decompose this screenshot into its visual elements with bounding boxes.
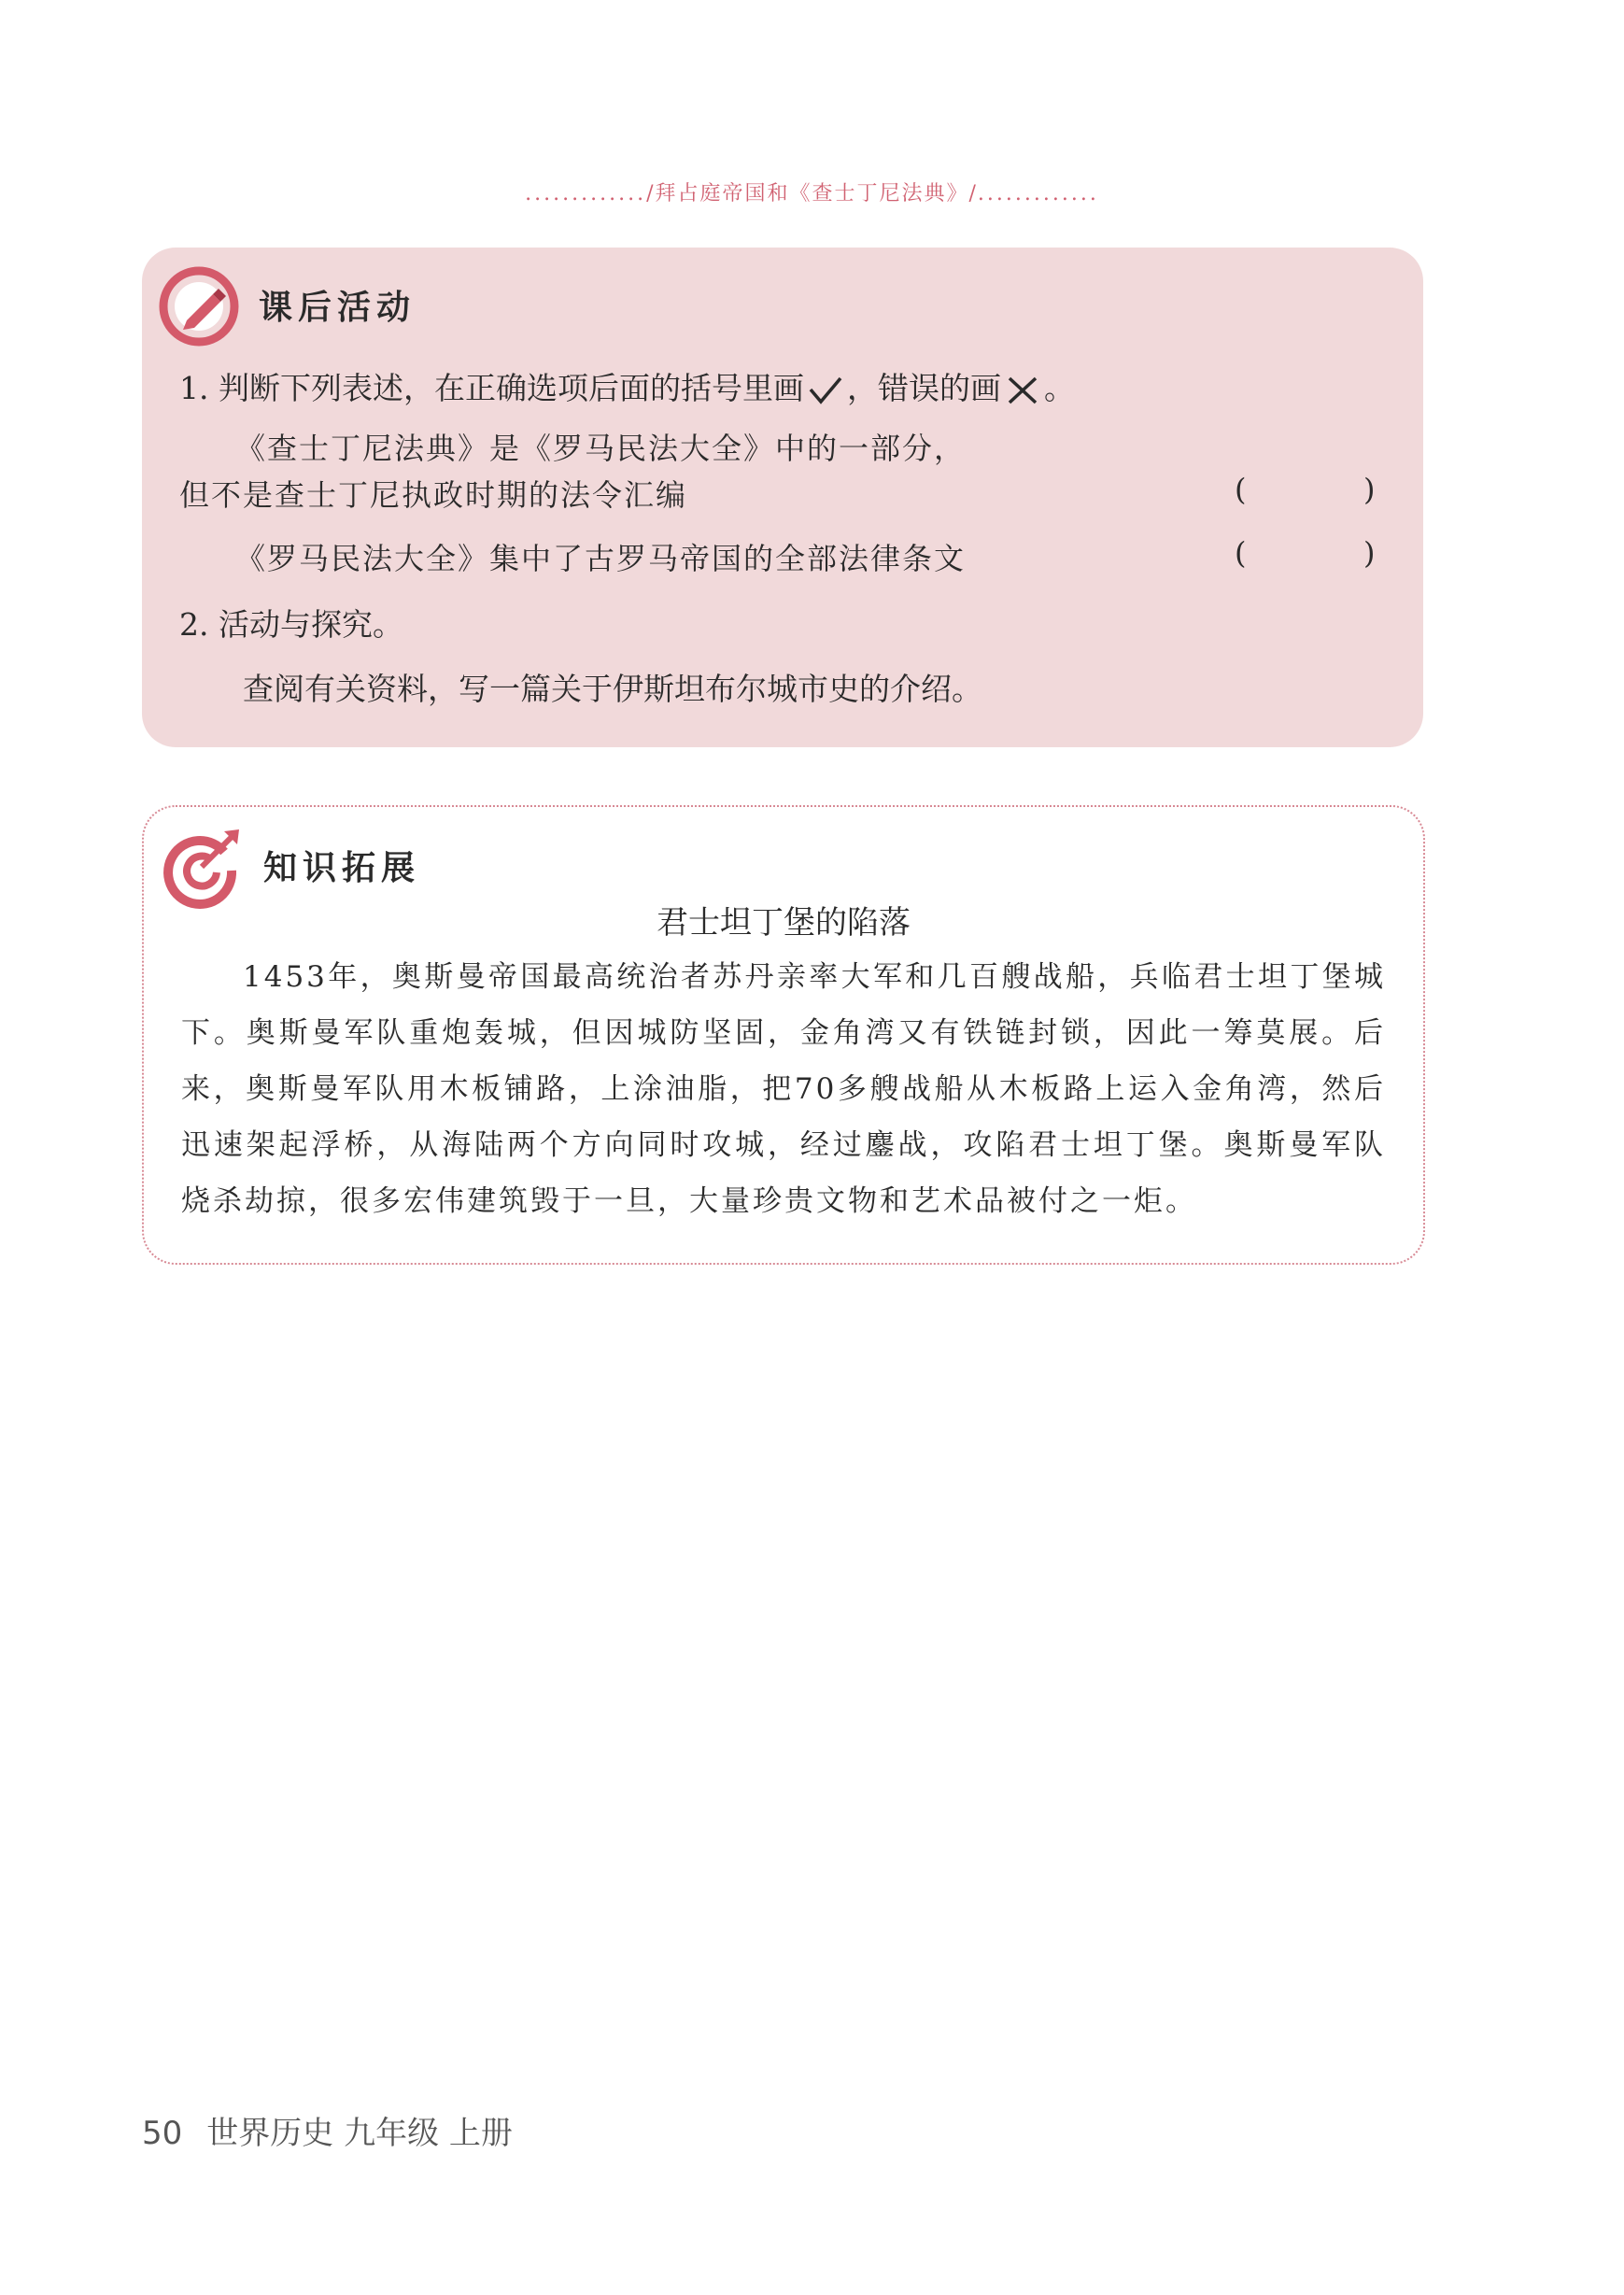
article-body: 1453年，奥斯曼帝国最高统治者苏丹亲率大军和几百艘战船，兵临君士坦丁堡城下。奥斯曼军队重炮轰城，但因城防坚固，金角湾又有铁链封锁，因此一筹莫展。后来，奥斯曼军队用木板铺路，上涂油脂，把70多艘战船从木板路上运入金角湾，然后迅速架起浮桥，从海陆两个方向同时攻城，经过鏖战，攻陷君士坦丁堡。奥斯曼军队烧杀劫掠，很多宏伟建筑毁于一旦，大量珍贵文物和艺术品被付之一炬。 (181, 960, 1386, 1218)
answer-blank-1-close[interactable]: ) (1363, 472, 1376, 507)
page-footer (142, 2107, 513, 2153)
answer-blank-2-open[interactable]: ( (1235, 535, 1247, 571)
book-title: 世界历史 九年级 上册 (206, 2115, 513, 2152)
question-1 (179, 364, 1075, 408)
header-title: /拜占庭帝国和《查士丁尼法典》/ (646, 182, 978, 205)
after-class-activity-panel (142, 248, 1423, 747)
cross-mark-icon (1005, 375, 1040, 406)
statement-1-line-1: 《查士丁尼法典》是《罗马民法大全》中的一部分， (235, 431, 967, 466)
extension-title: 知识拓展 (263, 849, 421, 887)
header-dots-right: ............. (977, 182, 1099, 205)
knowledge-extension-panel (142, 805, 1425, 1265)
running-header (0, 177, 1624, 206)
question-2: 2. 活动与探究。 (179, 606, 403, 643)
question-1-prefix: 1. 判断下列表述，在正确选项后面的括号里画 (179, 370, 804, 406)
header-dots-left: ............. (525, 182, 647, 205)
statement-1-line-2: 但不是查士丁尼执政时期的法令汇编 (179, 477, 688, 513)
question-1-middle: ，错误的画 (846, 370, 1001, 406)
statement-2: 《罗马民法大全》集中了古罗马帝国的全部法律条文 (235, 541, 967, 576)
pencil-badge-icon (159, 266, 239, 347)
question-1-suffix: 。 (1043, 370, 1075, 406)
activity-title: 课后活动 (259, 289, 417, 327)
page-number: 50 (142, 2115, 183, 2152)
answer-blank-2-close[interactable]: ) (1363, 535, 1376, 571)
check-mark-icon (808, 375, 843, 406)
article-title: 君士坦丁堡的陷落 (657, 904, 911, 942)
answer-blank-1-open[interactable]: ( (1235, 472, 1247, 507)
question-2-task: 查阅有关资料，写一篇关于伊斯坦布尔城市史的介绍。 (243, 671, 982, 707)
